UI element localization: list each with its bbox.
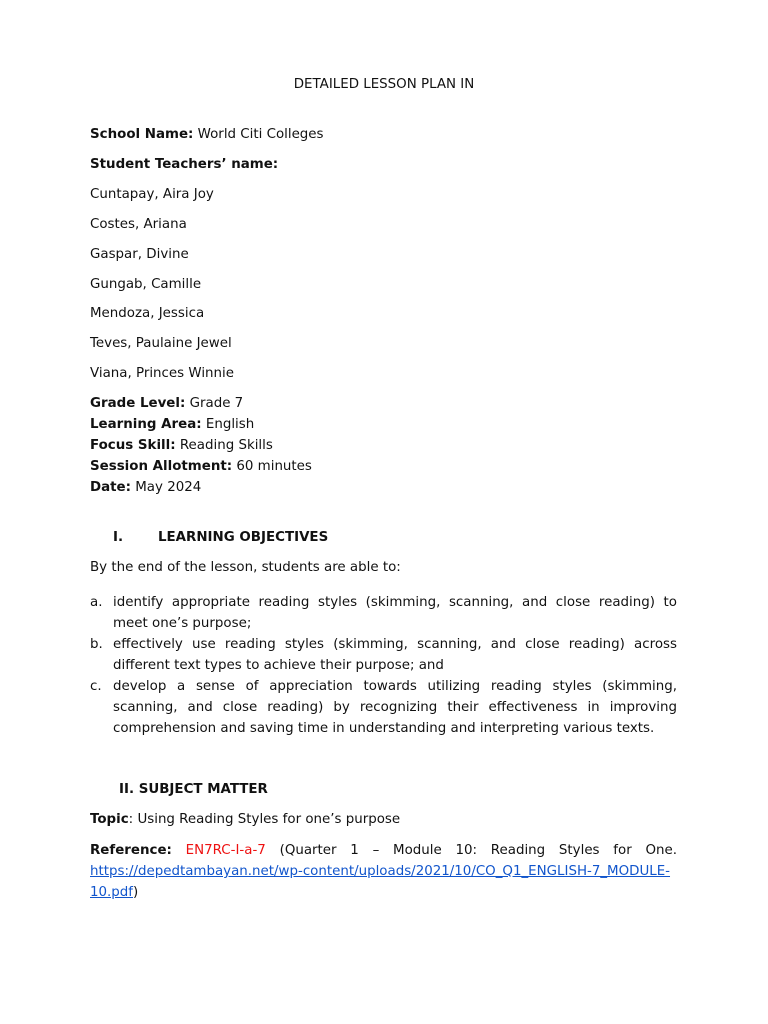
teacher-name: Gungab, Camille	[90, 277, 202, 292]
objective-item	[90, 592, 677, 634]
grade-level-label: Grade Level:	[90, 396, 186, 411]
session-allotment-value: 60 minutes	[232, 459, 312, 474]
date-value: May 2024	[131, 480, 202, 495]
document-title: DETAILED LESSON PLAN IN	[293, 77, 475, 92]
topic-line	[90, 811, 400, 829]
teacher-name: Gaspar, Divine	[90, 247, 189, 262]
objective-text: identify appropriate reading styles (skimming, scanning, and close reading) to meet one’s purpose;	[113, 595, 677, 631]
teacher-name: Mendoza, Jessica	[90, 306, 205, 321]
learning-area-value: English	[201, 417, 255, 432]
objective-text: effectively use reading styles (skimming, scanning, and close reading) across different text types to achieve their purpose; and	[113, 637, 677, 673]
teacher-name: Costes, Ariana	[90, 217, 187, 232]
objectives-intro: By the end of the lesson, students are able to:	[90, 560, 401, 575]
reference-close: )	[133, 885, 139, 900]
reference-link[interactable]: https://depedtambayan.net/wp-content/uploads/2021/10/CO_Q1_ENGLISH-7_MODULE-10.pdf	[90, 864, 671, 900]
grade-level-line	[90, 395, 243, 413]
reference-label: Reference:	[90, 843, 172, 858]
date-line	[90, 479, 201, 497]
reference-text: (Quarter 1 – Module 10: Reading Styles for One.	[265, 843, 677, 858]
section-1-heading: LEARNING OBJECTIVES	[158, 530, 329, 545]
reference-code: EN7RC-I-a-7	[185, 843, 266, 858]
student-teachers-label: Student Teachers’ name:	[90, 157, 279, 172]
topic-value: : Using Reading Styles for one’s purpose	[128, 812, 401, 827]
grade-level-value: Grade 7	[185, 396, 244, 411]
session-allotment-line	[90, 458, 312, 476]
focus-skill-label: Focus Skill:	[90, 438, 176, 453]
learning-area-label: Learning Area:	[90, 417, 202, 432]
topic-label: Topic	[90, 812, 129, 827]
section-1-number: I.	[113, 530, 124, 545]
reference-paragraph	[90, 840, 677, 903]
session-allotment-label: Session Allotment:	[90, 459, 233, 474]
objective-marker: c.	[90, 679, 102, 694]
objective-item	[90, 634, 677, 676]
teacher-name: Teves, Paulaine Jewel	[90, 336, 232, 351]
school-name-label: School Name:	[90, 127, 194, 142]
school-name-line	[90, 126, 324, 144]
objective-text: develop a sense of appreciation towards utilizing reading styles (skimming, scanning, and close reading) by recognizing their effectiveness in improving comprehension and saving time in understanding and interpreting various texts.	[113, 679, 677, 736]
objectives-list	[90, 592, 677, 739]
focus-skill-value: Reading Skills	[175, 438, 273, 453]
teacher-name: Viana, Princes Winnie	[90, 366, 234, 381]
focus-skill-line	[90, 437, 273, 455]
learning-area-line	[90, 416, 254, 434]
date-label: Date:	[90, 480, 131, 495]
section-2-heading: II. SUBJECT MATTER	[119, 782, 268, 797]
objective-marker: a.	[90, 595, 103, 610]
school-name-value: World Citi Colleges	[193, 127, 324, 142]
objective-item	[90, 676, 677, 739]
objective-marker: b.	[90, 637, 103, 652]
teacher-name: Cuntapay, Aira Joy	[90, 187, 214, 202]
